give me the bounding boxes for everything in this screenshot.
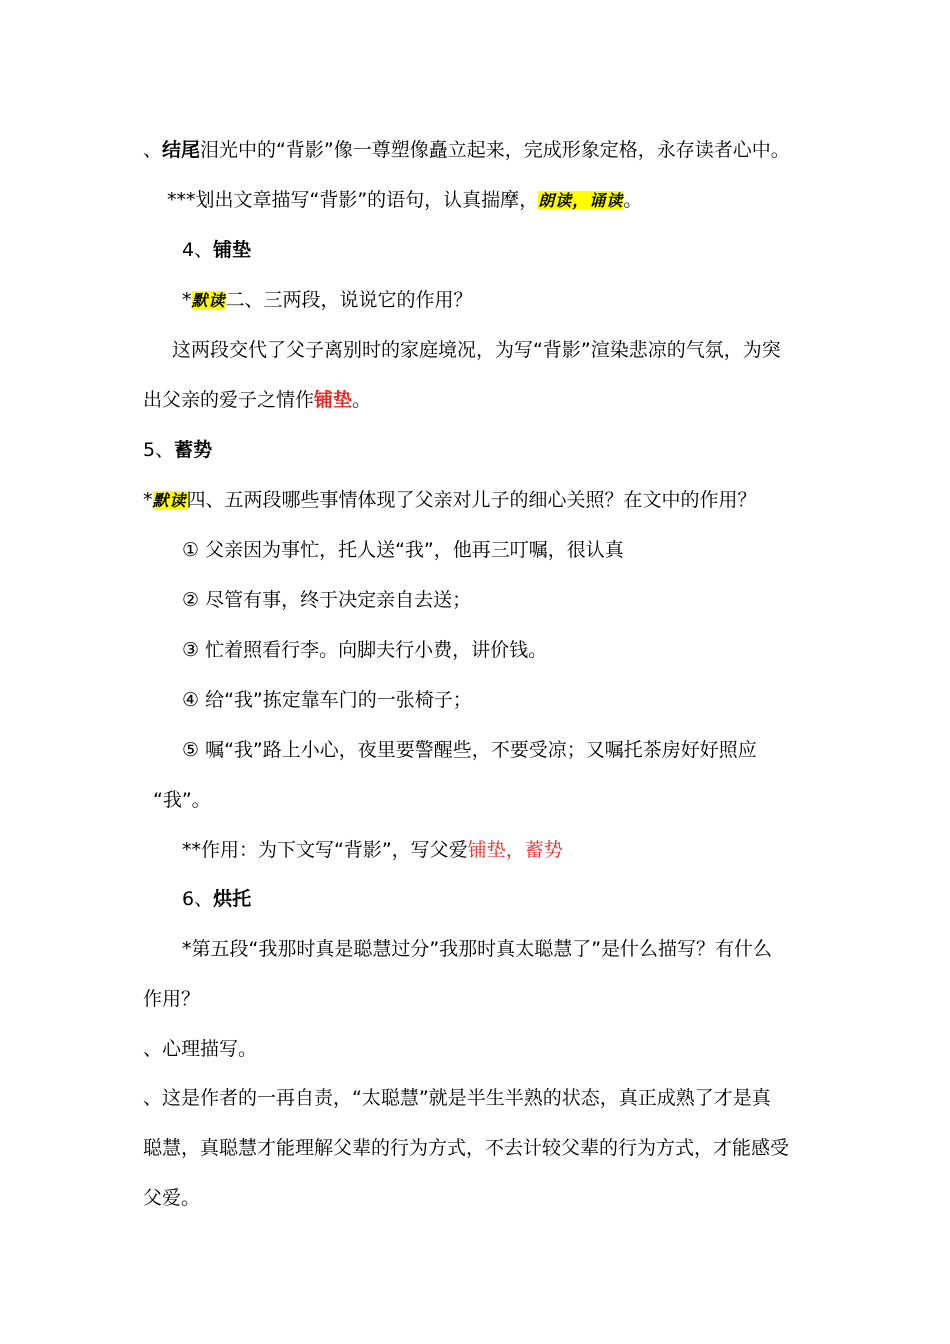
answer-text: 出父亲的爱子之情作 <box>143 389 315 411</box>
section-heading-4 <box>182 237 251 263</box>
highlight-silent-read: 默读 <box>191 291 226 310</box>
instruction-end: 。 <box>623 189 643 211</box>
section-number: 5、 <box>143 439 175 461</box>
section-number: 6、 <box>182 888 214 910</box>
ending-lead: 、 <box>143 139 163 161</box>
ending-heading: 结尾 <box>162 139 201 161</box>
answer-line: 父爱。 <box>143 1187 201 1209</box>
question-line: *第五段“我那时真是聪慧过分”我那时真太聪慧了”是什么描写？有什么 <box>182 938 773 960</box>
instruction-text: ***划出文章描写“背影”的语句，认真揣摩， <box>167 189 539 211</box>
section-title: 蓄势 <box>174 439 213 461</box>
question-star: * <box>143 489 153 511</box>
function-note <box>182 837 563 863</box>
question-silent-read-1 <box>182 287 473 314</box>
section-title: 烘托 <box>213 888 252 910</box>
answer-line: 、心理描写。 <box>143 1038 258 1060</box>
question-text: 二、三两段，说说它的作用？ <box>225 289 473 311</box>
section-title: 铺垫 <box>213 239 252 261</box>
section-heading-6 <box>182 886 251 912</box>
list-item: ⑤ 嘱“我”路上小心，夜里要警醒些，不要受凉；又嘱托茶房好好照应 <box>182 739 757 761</box>
keyword-red: 铺垫，蓄势 <box>467 839 563 861</box>
list-item: ② 尽管有事，终于决定亲自去送； <box>182 589 472 611</box>
question-star: * <box>182 289 192 311</box>
list-item-continuation: “我”。 <box>153 789 211 811</box>
question-silent-read-2 <box>143 487 757 514</box>
question-line: 作用？ <box>143 988 201 1010</box>
question-text: 四、五两段哪些事情体现了父亲对儿子的细心关照？在文中的作用？ <box>186 489 757 511</box>
answer-line: 聪慧，真聪慧才能理解父辈的行为方式，不去计较父辈的行为方式，才能感受 <box>143 1137 790 1159</box>
highlight-read-aloud: 朗读，诵读 <box>538 191 624 210</box>
list-item: ③ 忙着照看行李。向脚夫行小费，讲价钱。 <box>182 639 548 661</box>
answer-line: 、这是作者的一再自责，“太聪慧”就是半生半熟的状态，真正成熟了才是真 <box>143 1087 771 1109</box>
instruction-underline <box>167 187 642 214</box>
answer-line <box>143 387 371 413</box>
ending-text: 泪光中的“背影”像一尊塑像矗立起来，完成形象定格，永存读者心中。 <box>200 139 790 161</box>
paragraph-ending <box>143 137 790 163</box>
list-item: ④ 给“我”拣定靠车门的一张椅子； <box>182 689 472 711</box>
list-item: ① 父亲因为事忙，托人送“我”，他再三叮嘱，很认真 <box>182 539 624 561</box>
section-heading-5 <box>143 437 212 463</box>
answer-end: 。 <box>352 389 372 411</box>
function-text: **作用：为下文写“背影”，写父爱 <box>182 839 468 861</box>
section-number: 4、 <box>182 239 214 261</box>
highlight-silent-read: 默读 <box>152 491 187 510</box>
answer-line: 这两段交代了父子离别时的家庭境况，为写“背影”渲染悲凉的气氛，为突 <box>172 339 781 361</box>
keyword-red: 铺垫 <box>314 389 353 411</box>
